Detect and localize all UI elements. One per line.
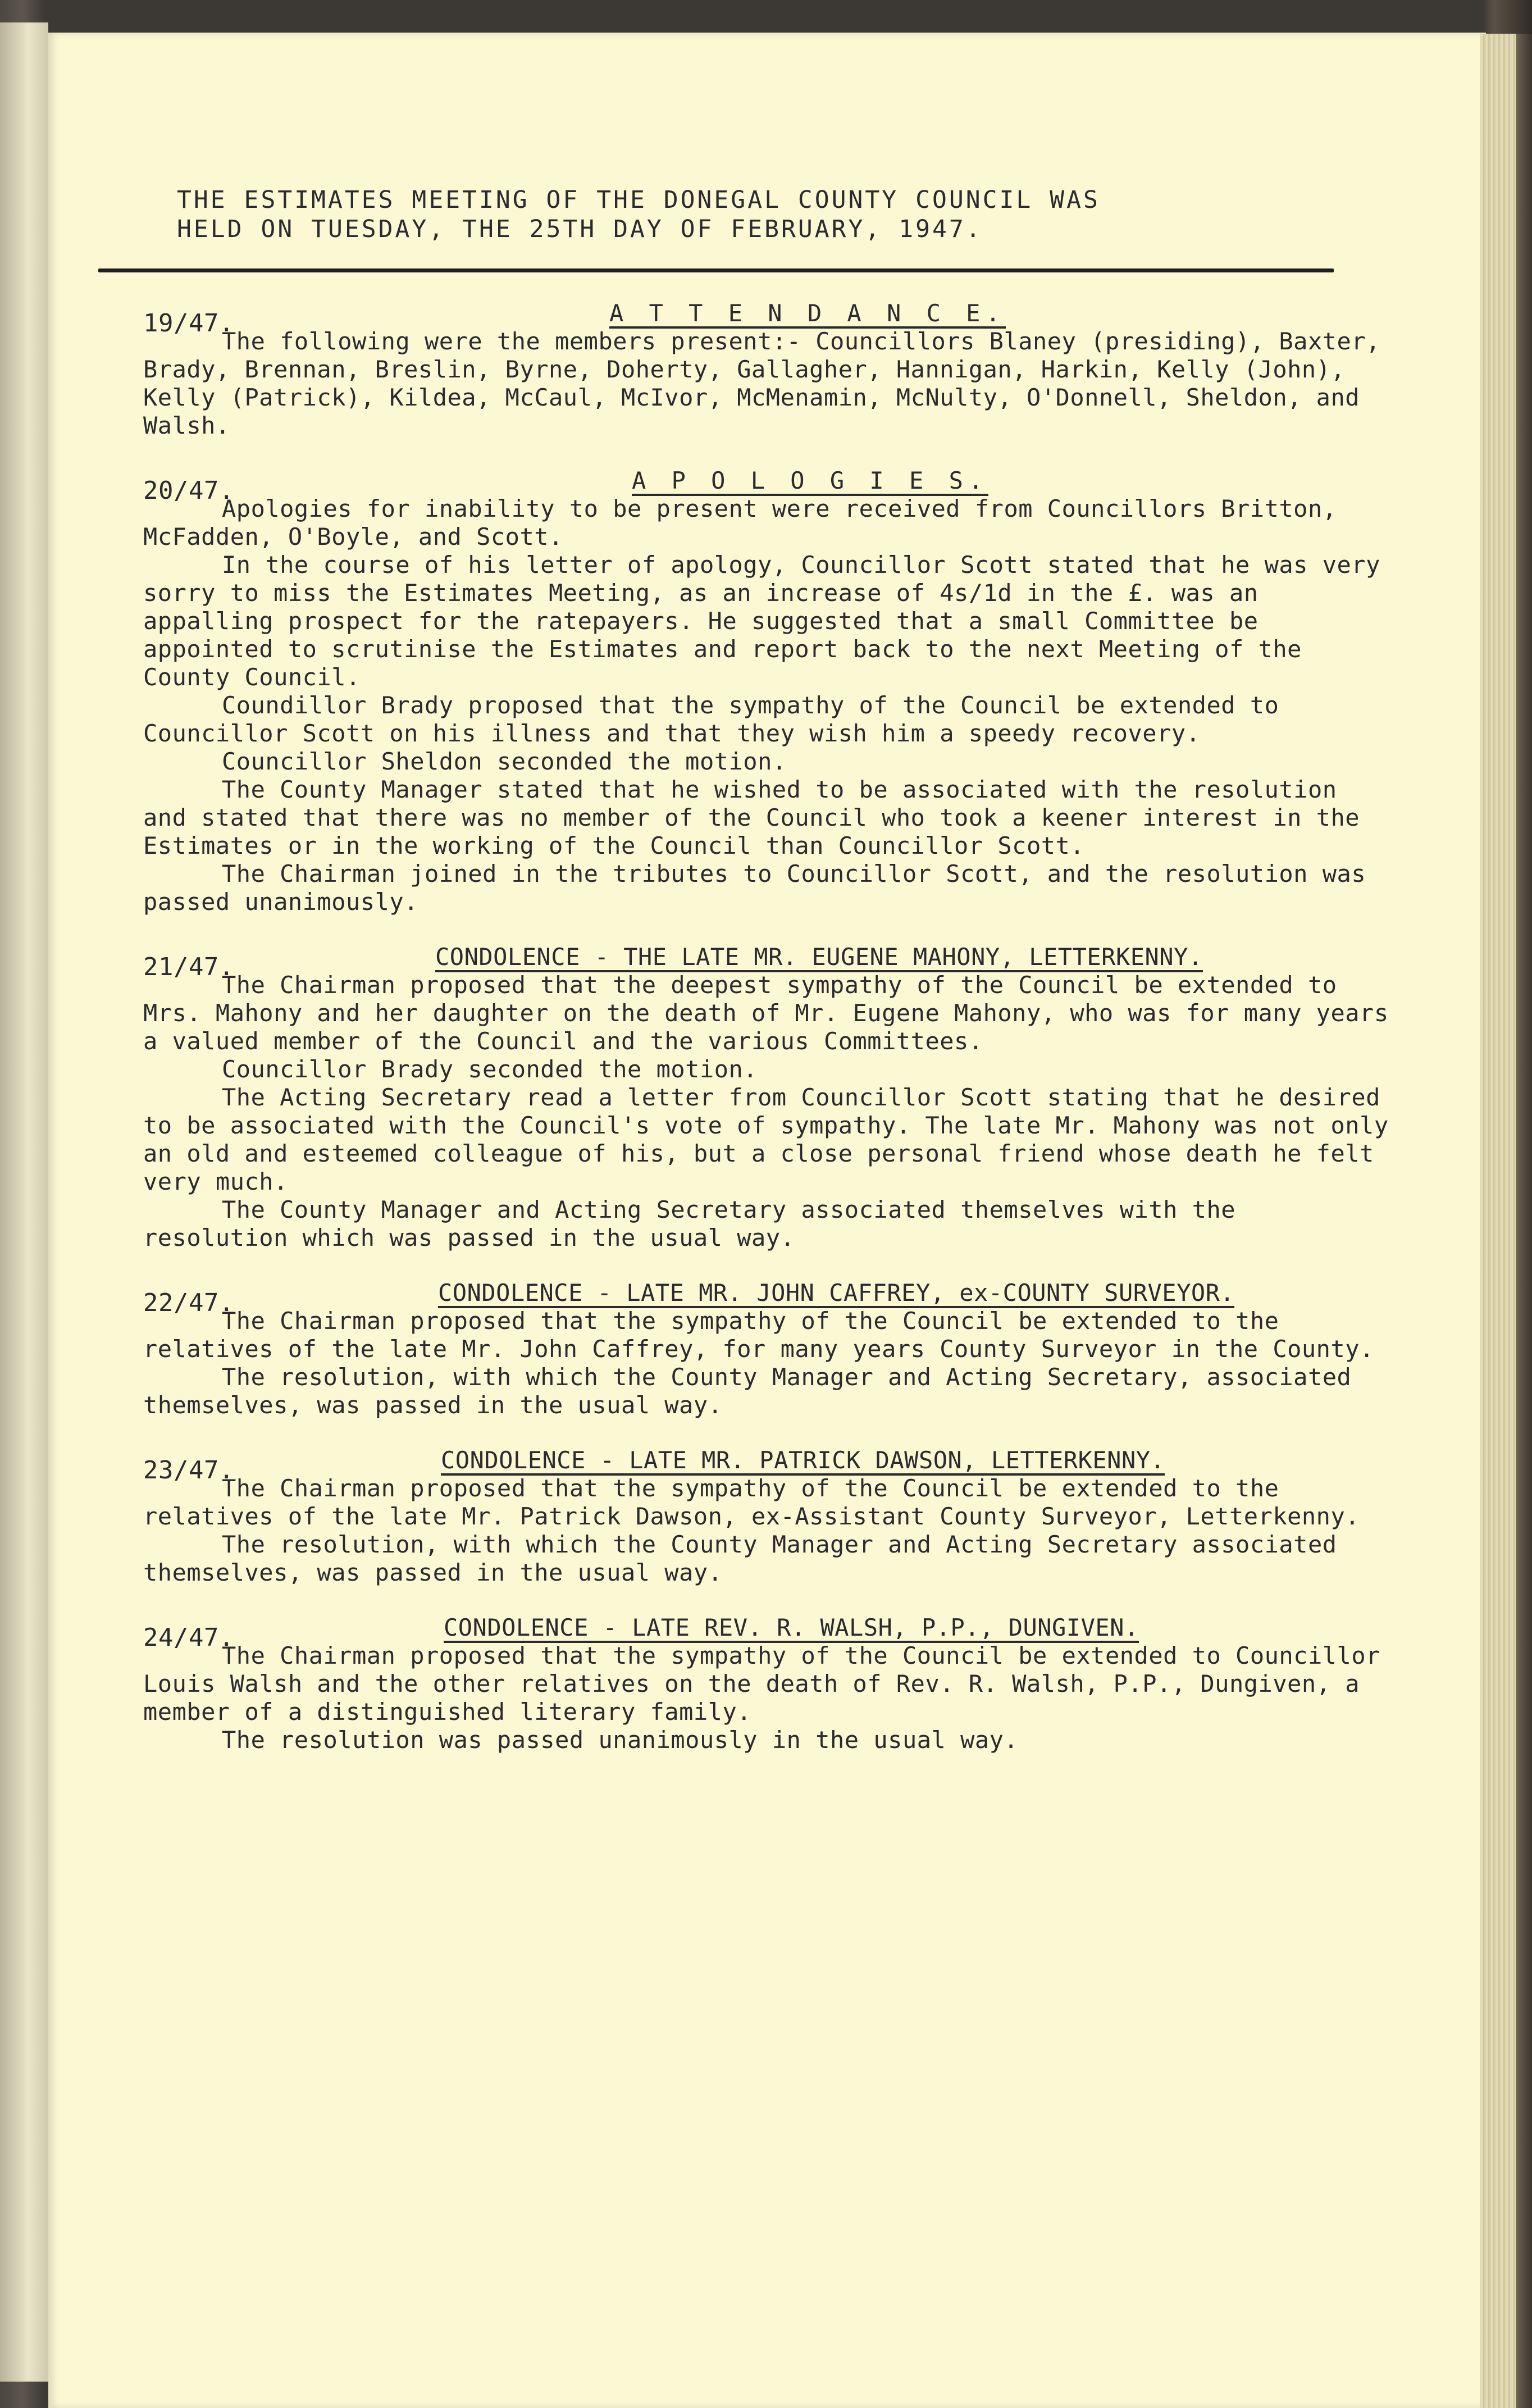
heading-rule [98,268,1334,272]
minute-paragraph: The Chairman proposed that the sympathy of the Council be extended to Councillor Louis Walsh and the other relatives on the death of Rev. R. Walsh, P.P., Dungiven, a member of a distinguished literary family. [143,1642,1380,1726]
minute-paragraph: The Chairman proposed that the deepest sympathy of the Council be extended to Mrs. Mahony and her daughter on the death of Mr. Eugene Mahony, who was for many years a valued member of the Council and the various Committees. [143,971,1389,1055]
minute-19-attendance [98,299,1390,440]
minute-paragraph: The resolution, with which the County Manager and Acting Secretary associated themselves, was passed in the usual way. [143,1531,1337,1586]
minute-paragraph: The resolution was passed unanimously in the usual way. [222,1726,1019,1754]
book-cover-edge [1516,34,1532,2408]
minute-number: 21/47. [143,953,234,981]
minute-paragraph: Councillor Brady seconded the motion. [222,1055,758,1083]
minute-paragraph: In the course of his letter of apology, Councillor Scott stated that he was very sorry to miss the Estimates Meeting, as an increase of 4s/1d in the £. was an appalling prospect for the ratepayers. He suggested that a small Committee be appointed to scrutinise the Estimates and report back to the next Meeting of the County Council. [143,551,1380,691]
minute-23-condolence-dawson [98,1446,1390,1587]
heading-line-2: HELD ON TUESDAY, THE 25TH DAY OF FEBRUARY, 1947. [177,215,983,243]
minute-title: A T T E N D A N C E. [609,302,1006,329]
minute-paragraph: The Acting Secretary read a letter from Councillor Scott stating that he desired to be associated with the Council's vote of sympathy. The late Mr. Mahony was not only an old and esteemed colleague of his, but a close personal friend whose death he felt very much. [143,1084,1389,1195]
minute-title: CONDOLENCE - LATE REV. R. WALSH, P.P., DUNGIVEN. [444,1616,1139,1643]
minute-number: 24/47. [143,1623,234,1652]
minute-paragraph: Councillor Sheldon seconded the motion. [222,748,787,775]
minute-title: A P O L O G I E S. [632,469,988,496]
left-page-edge [0,22,48,2382]
minute-title: CONDOLENCE - LATE MR. JOHN CAFFREY, ex-COUNTY SURVEYOR. [438,1281,1234,1308]
minutes-document [98,185,1390,1754]
minute-24-condolence-walsh [98,1616,1390,1754]
minute-title: CONDOLENCE - LATE MR. PATRICK DAWSON, LETTERKENNY. [441,1449,1165,1476]
minute-22-condolence-caffrey [98,1281,1390,1419]
minute-21-condolence-mahony [98,945,1390,1252]
minute-20-apologies [98,469,1390,916]
minute-number: 20/47. [143,476,234,505]
minute-paragraph: Coundillor Brady proposed that the sympathy of the Council be extended to Councillor Scott on his illness and that they wish him a speedy recovery. [143,691,1279,747]
minute-title: CONDOLENCE - THE LATE MR. EUGENE MAHONY, LETTERKENNY. [435,945,1203,972]
minute-number: 19/47. [143,309,234,338]
minute-paragraph: The County Manager stated that he wished to be associated with the resolution and stated that there was no member of the Council who took a keener interest in the Estimates or in the working of the Council than Councillor Scott. [143,776,1360,859]
meeting-heading [177,185,1390,244]
minute-paragraph: The Chairman proposed that the sympathy of the Council be extended to the relatives of the late Mr. John Caffrey, for many years County Surveyor in the County. [143,1307,1374,1363]
minute-paragraph: Apologies for inability to be present were received from Councillors Britton, McFadden, O'Boyle, and Scott. [143,495,1337,550]
minute-number: 23/47. [143,1456,234,1485]
minute-paragraph: The Chairman proposed that the sympathy of the Council be extended to the relatives of the late Mr. Patrick Dawson, ex-Assistant County Surveyor, Letterkenny. [143,1474,1360,1530]
minute-paragraph: The Chairman joined in the tributes to Councillor Scott, and the resolution was passed unanimously. [143,860,1366,916]
minute-paragraph: The County Manager and Acting Secretary associated themselves with the resolution which was passed in the usual way. [143,1196,1236,1251]
minute-paragraph: The following were the members present:- Councillors Blaney (presiding), Baxter, Brady, Brennan, Breslin, Byrne, Doherty, Gallagher, Hannigan, Harkin, Kelly (John), Kelly (Patrick), Kildea, McCaul, McIvor, McMenamin, McNulty, O'Donnell, Sheldon, and Walsh. [143,327,1380,439]
heading-line-1: THE ESTIMATES MEETING OF THE DONEGAL COUNTY COUNCIL WAS [177,186,1100,214]
minute-paragraph: The resolution, with which the County Manager and Acting Secretary, associated themselves, was passed in the usual way. [143,1363,1352,1419]
minute-number: 22/47. [143,1289,234,1317]
